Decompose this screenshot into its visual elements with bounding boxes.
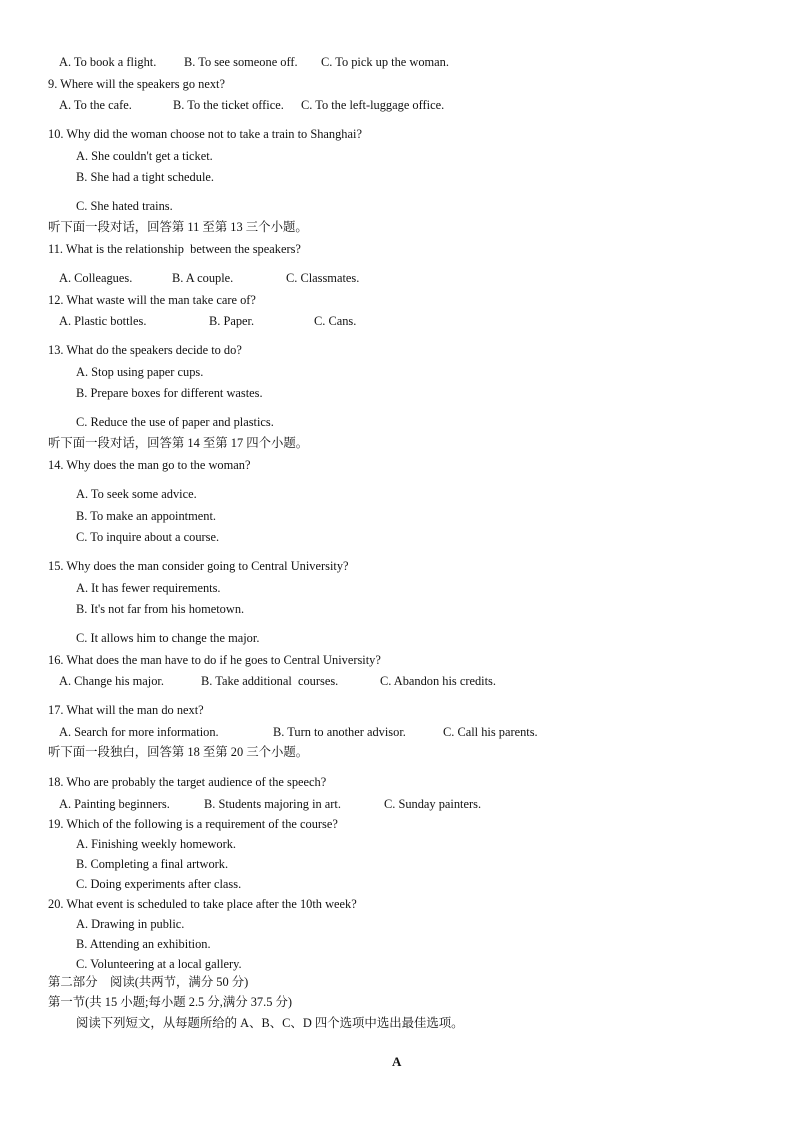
q9-option-b: B. To the ticket office. (173, 98, 284, 112)
q13-question: 13. What do the speakers decide to do? (48, 343, 242, 357)
q17-option-a: A. Search for more information. (59, 725, 219, 739)
q19-question: 19. Which of the following is a requirement of the course? (48, 817, 338, 831)
q14-option-b: B. To make an appointment. (76, 509, 216, 523)
section-heading-14-17: 听下面一段对话，回答第 14 至第 17 四个小题。 (48, 436, 309, 450)
q11-option-b: B. A couple. (172, 271, 234, 285)
q8-option-b: B. To see someone off. (184, 55, 298, 69)
q19-option-c: C. Doing experiments after class. (76, 877, 242, 891)
q20-option-b: B. Attending an exhibition. (76, 937, 211, 951)
q13-option-c: C. Reduce the use of paper and plastics. (76, 415, 274, 429)
q18-option-a: A. Painting beginners. (59, 797, 170, 811)
q20-option-c: C. Volunteering at a local gallery. (76, 957, 242, 971)
q15-question: 15. Why does the man consider going to Central University? (48, 559, 349, 573)
q11-question: 11. What is the relationship between the speakers? (48, 242, 301, 256)
q12-option-b: B. Paper. (209, 314, 255, 328)
q16-option-b: B. Take additional courses. (201, 674, 339, 688)
q10-option-b: B. She had a tight schedule. (76, 170, 214, 184)
q10-question: 10. Why did the woman choose not to take a train to Shanghai? (48, 127, 362, 141)
q13-option-a: A. Stop using paper cups. (76, 365, 204, 379)
section-heading-18-20: 听下面一段独白，回答第 18 至第 20 三个小题。 (48, 745, 309, 759)
q16-option-c: C. Abandon his credits. (380, 674, 496, 688)
q18-option-c: C. Sunday painters. (384, 797, 482, 811)
section-one-title: 第一节(共 15 小题;每小题 2.5 分,满分 37.5 分) (48, 995, 293, 1009)
q13-option-b: B. Prepare boxes for different wastes. (76, 386, 263, 400)
q15-option-a: A. It has fewer requirements. (76, 581, 221, 595)
q9-option-c: C. To the left-luggage office. (301, 98, 445, 112)
q8-option-c: C. To pick up the woman. (321, 55, 449, 69)
q20-option-a: A. Drawing in public. (76, 917, 185, 931)
q14-option-c: C. To inquire about a course. (76, 530, 220, 544)
q16-option-a: A. Change his major. (59, 674, 164, 688)
q10-option-a: A. She couldn't get a ticket. (76, 149, 213, 163)
q17-option-c: C. Call his parents. (443, 725, 538, 739)
section-heading-11-13: 听下面一段对话，回答第 11 至第 13 三个小题。 (48, 220, 308, 234)
q11-option-a: A. Colleagues. (59, 271, 133, 285)
reading-instructions: 阅读下列短文，从每题所给的 A、B、C、D 四个选项中选出最佳选项。 (76, 1016, 464, 1030)
q18-option-b: B. Students majoring in art. (204, 797, 341, 811)
q10-option-c: C. She hated trains. (76, 199, 173, 213)
q14-option-a: A. To seek some advice. (76, 487, 197, 501)
q12-question: 12. What waste will the man take care of? (48, 293, 256, 307)
q20-question: 20. What event is scheduled to take place after the 10th week? (48, 897, 357, 911)
q17-option-b: B. Turn to another advisor. (273, 725, 406, 739)
q19-option-a: A. Finishing weekly homework. (76, 837, 237, 851)
q11-option-c: C. Classmates. (286, 271, 360, 285)
q9-option-a: A. To the cafe. (59, 98, 132, 112)
part-two-title: 第二部分 阅读(共两节，满分 50 分) (48, 975, 249, 989)
q12-option-a: A. Plastic bottles. (59, 314, 147, 328)
q12-option-c: C. Cans. (314, 314, 357, 328)
q8-option-a: A. To book a flight. (59, 55, 157, 69)
q17-question: 17. What will the man do next? (48, 703, 204, 717)
q15-option-c: C. It allows him to change the major. (76, 631, 260, 645)
q14-question: 14. Why does the man go to the woman? (48, 458, 251, 472)
passage-label: A (392, 1054, 402, 1069)
q19-option-b: B. Completing a final artwork. (76, 857, 229, 871)
q9-question: 9. Where will the speakers go next? (48, 77, 225, 91)
q18-question: 18. Who are probably the target audience of the speech? (48, 775, 327, 789)
q16-question: 16. What does the man have to do if he goes to Central University? (48, 653, 381, 667)
q15-option-b: B. It's not far from his hometown. (76, 602, 245, 616)
